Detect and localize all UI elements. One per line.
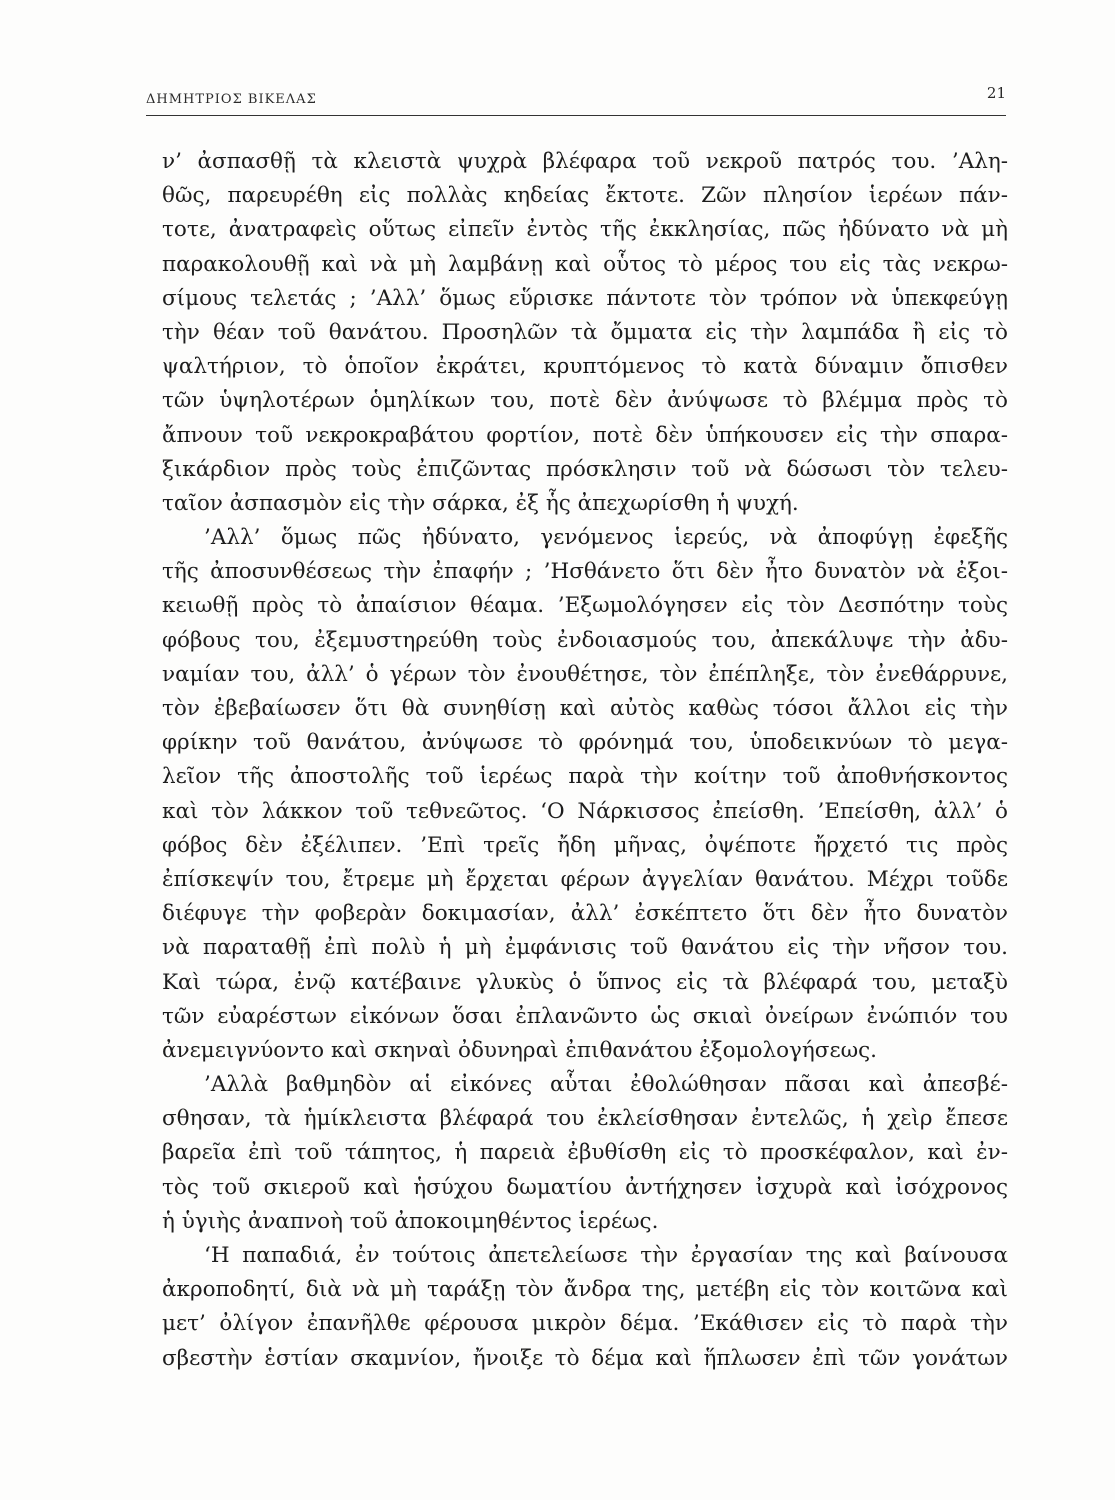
text-line: τὴν θέαν τοῦ θανάτου. Προσηλῶν τὰ ὄμματα εἰς τὴν λαμπάδα ἢ εἰς τὸ [162,319,1008,345]
text-line: φόβος δὲν ἐξέλιπεν. ’Επὶ τρεῖς ἤδη μῆνας, ὀψέποτε ἤρχετό τις πρὸς [162,832,1008,858]
text-line: ἀνεμειγνύοντο καὶ σκηναὶ ὀδυνηραὶ ἐπιθανάτου ἐξομολογήσεως. [162,1037,878,1063]
text-line: κειωθῇ πρὸς τὸ ἀπαίσιον θέαμα. ’Εξωμολόγησεν εἰς τὸν Δεσπότην τοὺς [162,593,1008,619]
text-line: ν’ ἀσπασθῇ τὰ κλειστὰ ψυχρὰ βλέφαρα τοῦ νεκροῦ πατρός του. ’Αλη- [162,149,1008,174]
text-line: ἐπίσκεψίν του, ἔτρεμε μὴ ἔρχεται φέρων ἀγγελίαν θανάτου. Μέχρι τοῦδε [162,866,1008,892]
text-line: τῆς ἀποσυνθέσεως τὴν ἐπαφήν ; ’Ησθάνετο ὅτι δὲν ἦτο δυνατὸν νὰ ἐξοι- [162,559,1008,585]
text-line: μετ’ ὀλίγον ἐπανῆλθε φέρουσα μικρὸν δέμα. ’Εκάθισεν εἰς τὸ παρὰ τὴν [162,1311,1008,1337]
text-line: σίμους τελετάς ; ’Αλλ’ ὅμως εὕρισκε πάντοτε τὸν τρόπον νὰ ὑπεκφεύγῃ [162,285,1008,311]
text-line: βαρεῖα ἐπὶ τοῦ τάπητος, ἡ παρειὰ ἐβυθίσθη εἰς τὸ προσκέφαλον, καὶ ἐν- [162,1140,1008,1166]
text-line: φόβους του, ἐξεμυστηρεύθη τοὺς ἐνδοιασμούς του, ἀπεκάλυψε τὴν ἀδυ- [162,627,1008,653]
text-line: Καὶ τώρα, ἐνῷ κατέβαινε γλυκὺς ὁ ὕπνος εἰς τὰ βλέφαρά του, μεταξὺ [162,969,1008,995]
text-line: ἡ ὑγιὴς ἀναπνοὴ τοῦ ἀποκοιμηθέντος ἱερέως. [162,1208,659,1234]
text-line: διέφυγε τὴν φοβερὰν δοκιμασίαν, ἀλλ’ ἐσκέπτετο ὅτι δὲν ἦτο δυνατὸν [162,901,1008,927]
text-line: νὰ παραταθῇ ἐπὶ πολὺ ἡ μὴ ἐμφάνισις τοῦ θανάτου εἰς τὴν νῆσον του. [162,935,1008,961]
text-line: σθησαν, τὰ ἡμίκλειστα βλέφαρά του ἐκλείσθησαν ἐντελῶς, ἡ χεὶρ ἔπεσε [162,1106,1008,1132]
text-line: ναμίαν του, ἀλλ’ ὁ γέρων τὸν ἐνουθέτησε, τὸν ἐπέπληξε, τὸν ἐνεθάρρυνε, [162,661,1008,687]
text-line: ἄπνουν τοῦ νεκροκραβάτου φορτίον, ποτὲ δὲν ὑπήκουσεν εἰς τὴν σπαρα- [162,422,1008,448]
text-line: λεῖον τῆς ἀποστολῆς τοῦ ἱερέως παρὰ τὴν κοίτην τοῦ ἀποθνήσκοντος [162,764,1008,790]
text-line: τὸς τοῦ σκιεροῦ καὶ ἡσύχου δωματίου ἀντήχησεν ἰσχυρὰ καὶ ἰσόχρονος [162,1174,1008,1200]
header-rule [146,115,1006,116]
text-line: ’Αλλ’ ὅμως πῶς ἠδύνατο, γενόμενος ἱερεύς, νὰ ἀποφύγῃ ἐφεξῆς [204,525,1008,551]
text-line: ’Αλλὰ βαθμηδὸν αἱ εἰκόνες αὗται ἐθολώθησαν πᾶσαι καὶ ἀπεσβέ- [204,1072,1008,1098]
text-line: σβεστὴν ἑστίαν σκαμνίον, ἤνοιξε τὸ δέμα καὶ ἥπλωσεν ἐπὶ τῶν γονάτων [162,1345,1008,1371]
text-line: τῶν εὐαρέστων εἰκόνων ὅσαι ἐπλανῶντο ὡς σκιαὶ ὀνείρων ἐνώπιόν του [162,1003,1008,1029]
running-title: ΔΗΜΗΤΡΙΟΣ ΒΙΚΕΛΑΣ [146,92,317,107]
page-header [146,84,1006,114]
text-line: ξικάρδιον πρὸς τοὺς ἐπιζῶντας πρόσκλησιν τοῦ νὰ δώσωσι τὸν τελευ- [162,456,1008,482]
text-line: ψαλτήριον, τὸ ὁποῖον ἐκράτει, κρυπτόμενος τὸ κατὰ δύναμιν ὄπισθεν [162,354,1008,380]
text-line: ἀκροποδητί, διὰ νὰ μὴ ταράξῃ τὸν ἄνδρα της, μετέβη εἰς τὸν κοιτῶνα καὶ [162,1277,1008,1303]
text-line: θῶς, παρευρέθη εἰς πολλὰς κηδείας ἔκτοτε. Ζῶν πλησίον ἱερέων πάν- [162,183,1008,209]
text-line: ‘Η παπαδιά, ἐν τούτοις ἀπετελείωσε τὴν ἐργασίαν της καὶ βαίνουσα [204,1243,1008,1268]
body-text [162,145,1008,1376]
text-line: παρακολουθῇ καὶ νὰ μὴ λαμβάνῃ καὶ οὗτος τὸ μέρος του εἰς τὰς νεκρω- [162,251,1008,277]
text-line: τὸν ἐβεβαίωσεν ὅτι θὰ συνηθίσῃ καὶ αὐτὸς καθὼς τόσοι ἄλλοι εἰς τὴν [162,696,1008,721]
text-line: ταῖον ἀσπασμὸν εἰς τὴν σάρκα, ἐξ ἧς ἀπεχωρίσθη ἡ ψυχή. [162,490,799,516]
text-line: φρίκην τοῦ θανάτου, ἀνύψωσε τὸ φρόνημά του, ὑποδεικνύων τὸ μεγα- [162,730,1008,756]
text-line: καὶ τὸν λάκκον τοῦ τεθνεῶτος. ‘Ο Νάρκισσος ἐπείσθη. ’Επείσθη, ἀλλ’ ὁ [162,798,1008,824]
text-line: τοτε, ἀνατραφεὶς οὕτως εἰπεῖν ἐντὸς τῆς ἐκκλησίας, πῶς ἠδύνατο νὰ μὴ [162,217,1008,243]
text-line: τῶν ὑψηλοτέρων ὁμηλίκων του, ποτὲ δὲν ἀνύψωσε τὸ βλέμμα πρὸς τὸ [162,388,1008,414]
page-number: 21 [986,84,1006,102]
